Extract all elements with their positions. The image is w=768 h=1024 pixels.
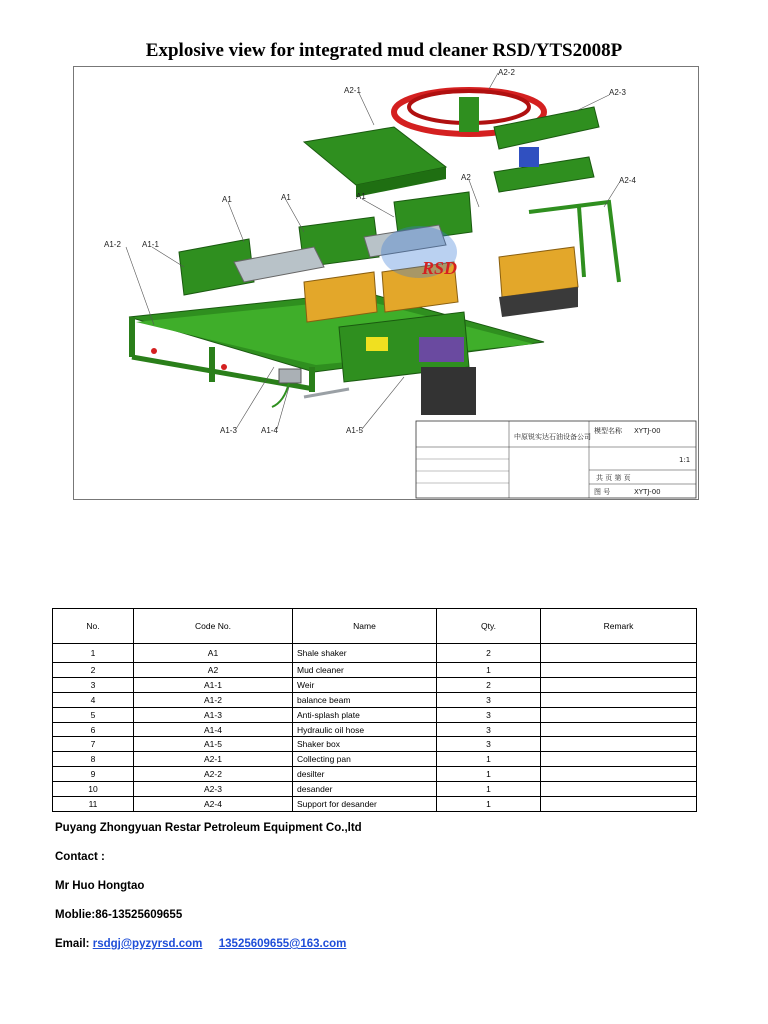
cell-name: Support for desander — [293, 797, 437, 812]
callout-a1-second: A1 — [281, 193, 291, 202]
cell-qty: 2 — [437, 644, 541, 663]
callout-a2-3: A2-3 — [609, 88, 626, 97]
col-remark: Remark — [541, 609, 697, 644]
cell-no: 6 — [53, 722, 134, 737]
cell-remark — [541, 767, 697, 782]
cell-remark — [541, 663, 697, 678]
cell-code: A1-5 — [134, 737, 293, 752]
table-row — [53, 737, 697, 752]
title-block-scale: 1:1 — [679, 456, 691, 464]
exploded-view-drawing — [73, 66, 699, 500]
cell-code: A1-4 — [134, 722, 293, 737]
cell-remark — [541, 692, 697, 707]
table-row — [53, 797, 697, 812]
cell-name: desilter — [293, 767, 437, 782]
cell-code: A2 — [134, 663, 293, 678]
cell-no: 7 — [53, 737, 134, 752]
cell-name: Shaker box — [293, 737, 437, 752]
table-row — [53, 644, 697, 663]
email-line — [55, 938, 346, 950]
cell-name: Collecting pan — [293, 752, 437, 767]
cell-qty: 1 — [437, 663, 541, 678]
parts-table — [52, 608, 697, 812]
callout-a2-4: A2-4 — [619, 176, 636, 185]
cell-no: 3 — [53, 677, 134, 692]
cell-code: A2-4 — [134, 797, 293, 812]
cell-no: 2 — [53, 663, 134, 678]
rsd-logo — [381, 226, 457, 278]
callout-a2: A2 — [461, 173, 471, 182]
title-block-drawing-no-label: 图 号 — [594, 488, 611, 496]
cell-qty: 3 — [437, 737, 541, 752]
contact-name: Mr Huo Hongtao — [55, 880, 145, 892]
cell-code: A1-1 — [134, 677, 293, 692]
cell-code: A1-2 — [134, 692, 293, 707]
cell-qty: 1 — [437, 782, 541, 797]
table-row — [53, 722, 697, 737]
cell-remark — [541, 644, 697, 663]
email-label: Email: — [55, 938, 90, 950]
callout-a1-first: A1 — [222, 195, 232, 204]
table-row — [53, 663, 697, 678]
cell-remark — [541, 722, 697, 737]
cell-name: Shale shaker — [293, 644, 437, 663]
cell-name: desander — [293, 782, 437, 797]
cell-remark — [541, 752, 697, 767]
svg-text:RSD: RSD — [422, 258, 458, 278]
cell-qty: 3 — [437, 692, 541, 707]
cell-name: Anti-splash plate — [293, 707, 437, 722]
cell-remark — [541, 707, 697, 722]
cell-no: 4 — [53, 692, 134, 707]
cell-name: balance beam — [293, 692, 437, 707]
callout-a1-3: A1-3 — [220, 426, 237, 435]
callout-a1-1: A1-1 — [142, 240, 159, 249]
table-row — [53, 692, 697, 707]
cell-no: 8 — [53, 752, 134, 767]
callout-a2-1: A2-1 — [344, 86, 361, 95]
cell-code: A1 — [134, 644, 293, 663]
col-no: No. — [53, 609, 134, 644]
title-block-model-label: 模型名称 — [594, 427, 622, 435]
title-block — [416, 421, 696, 498]
callout-a1-third: A1 — [356, 192, 366, 201]
title-block-company: 中原锐实达石油设备公司 — [514, 433, 591, 441]
cell-qty: 1 — [437, 752, 541, 767]
cell-name: Hydraulic oil hose — [293, 722, 437, 737]
cell-qty: 1 — [437, 767, 541, 782]
cell-no: 11 — [53, 797, 134, 812]
cell-code: A2-2 — [134, 767, 293, 782]
table-row — [53, 782, 697, 797]
table-header-row — [53, 609, 697, 644]
col-name: Name — [293, 609, 437, 644]
col-qty: Qty. — [437, 609, 541, 644]
col-code: Code No. — [134, 609, 293, 644]
cell-code: A2-3 — [134, 782, 293, 797]
cell-qty: 3 — [437, 707, 541, 722]
title-block-drawing-no-value: XYTJ-00 — [634, 488, 661, 496]
cell-remark — [541, 677, 697, 692]
cell-no: 10 — [53, 782, 134, 797]
title-block-sheet: 共 页 第 页 — [596, 474, 631, 482]
cell-qty: 2 — [437, 677, 541, 692]
email-link-1[interactable]: rsdgj@pyzyrsd.com — [92, 938, 203, 950]
page-title: Explosive view for integrated mud cleaner RSD/YTS2008P — [145, 40, 623, 61]
cell-remark — [541, 797, 697, 812]
cell-name: Mud cleaner — [293, 663, 437, 678]
cell-no: 1 — [53, 644, 134, 663]
cell-remark — [541, 782, 697, 797]
cell-qty: 3 — [437, 722, 541, 737]
shaker-box — [339, 312, 476, 415]
cell-no: 5 — [53, 707, 134, 722]
callout-a1-4: A1-4 — [261, 426, 278, 435]
mobile-number: Moblie:86-13525609655 — [55, 909, 183, 921]
cell-no: 9 — [53, 767, 134, 782]
callout-a1-5: A1-5 — [346, 426, 363, 435]
callout-a1-2: A1-2 — [104, 240, 121, 249]
drawing-canvas — [74, 67, 698, 499]
email-link-2[interactable]: 13525609655@163.com — [218, 938, 347, 950]
cell-qty: 1 — [437, 797, 541, 812]
cell-code: A1-3 — [134, 707, 293, 722]
company-name: Puyang Zhongyuan Restar Petroleum Equipment Co.,ltd — [55, 822, 362, 834]
collecting-pan — [304, 127, 446, 197]
cell-remark — [541, 737, 697, 752]
title-block-model-value: XYTJ-00 — [634, 427, 661, 435]
table-row — [53, 707, 697, 722]
contact-label: Contact : — [55, 851, 105, 863]
cell-code: A2-1 — [134, 752, 293, 767]
table-row — [53, 767, 697, 782]
cell-name: Weir — [293, 677, 437, 692]
callout-a2-2: A2-2 — [498, 68, 515, 77]
table-row — [53, 677, 697, 692]
table-row — [53, 752, 697, 767]
